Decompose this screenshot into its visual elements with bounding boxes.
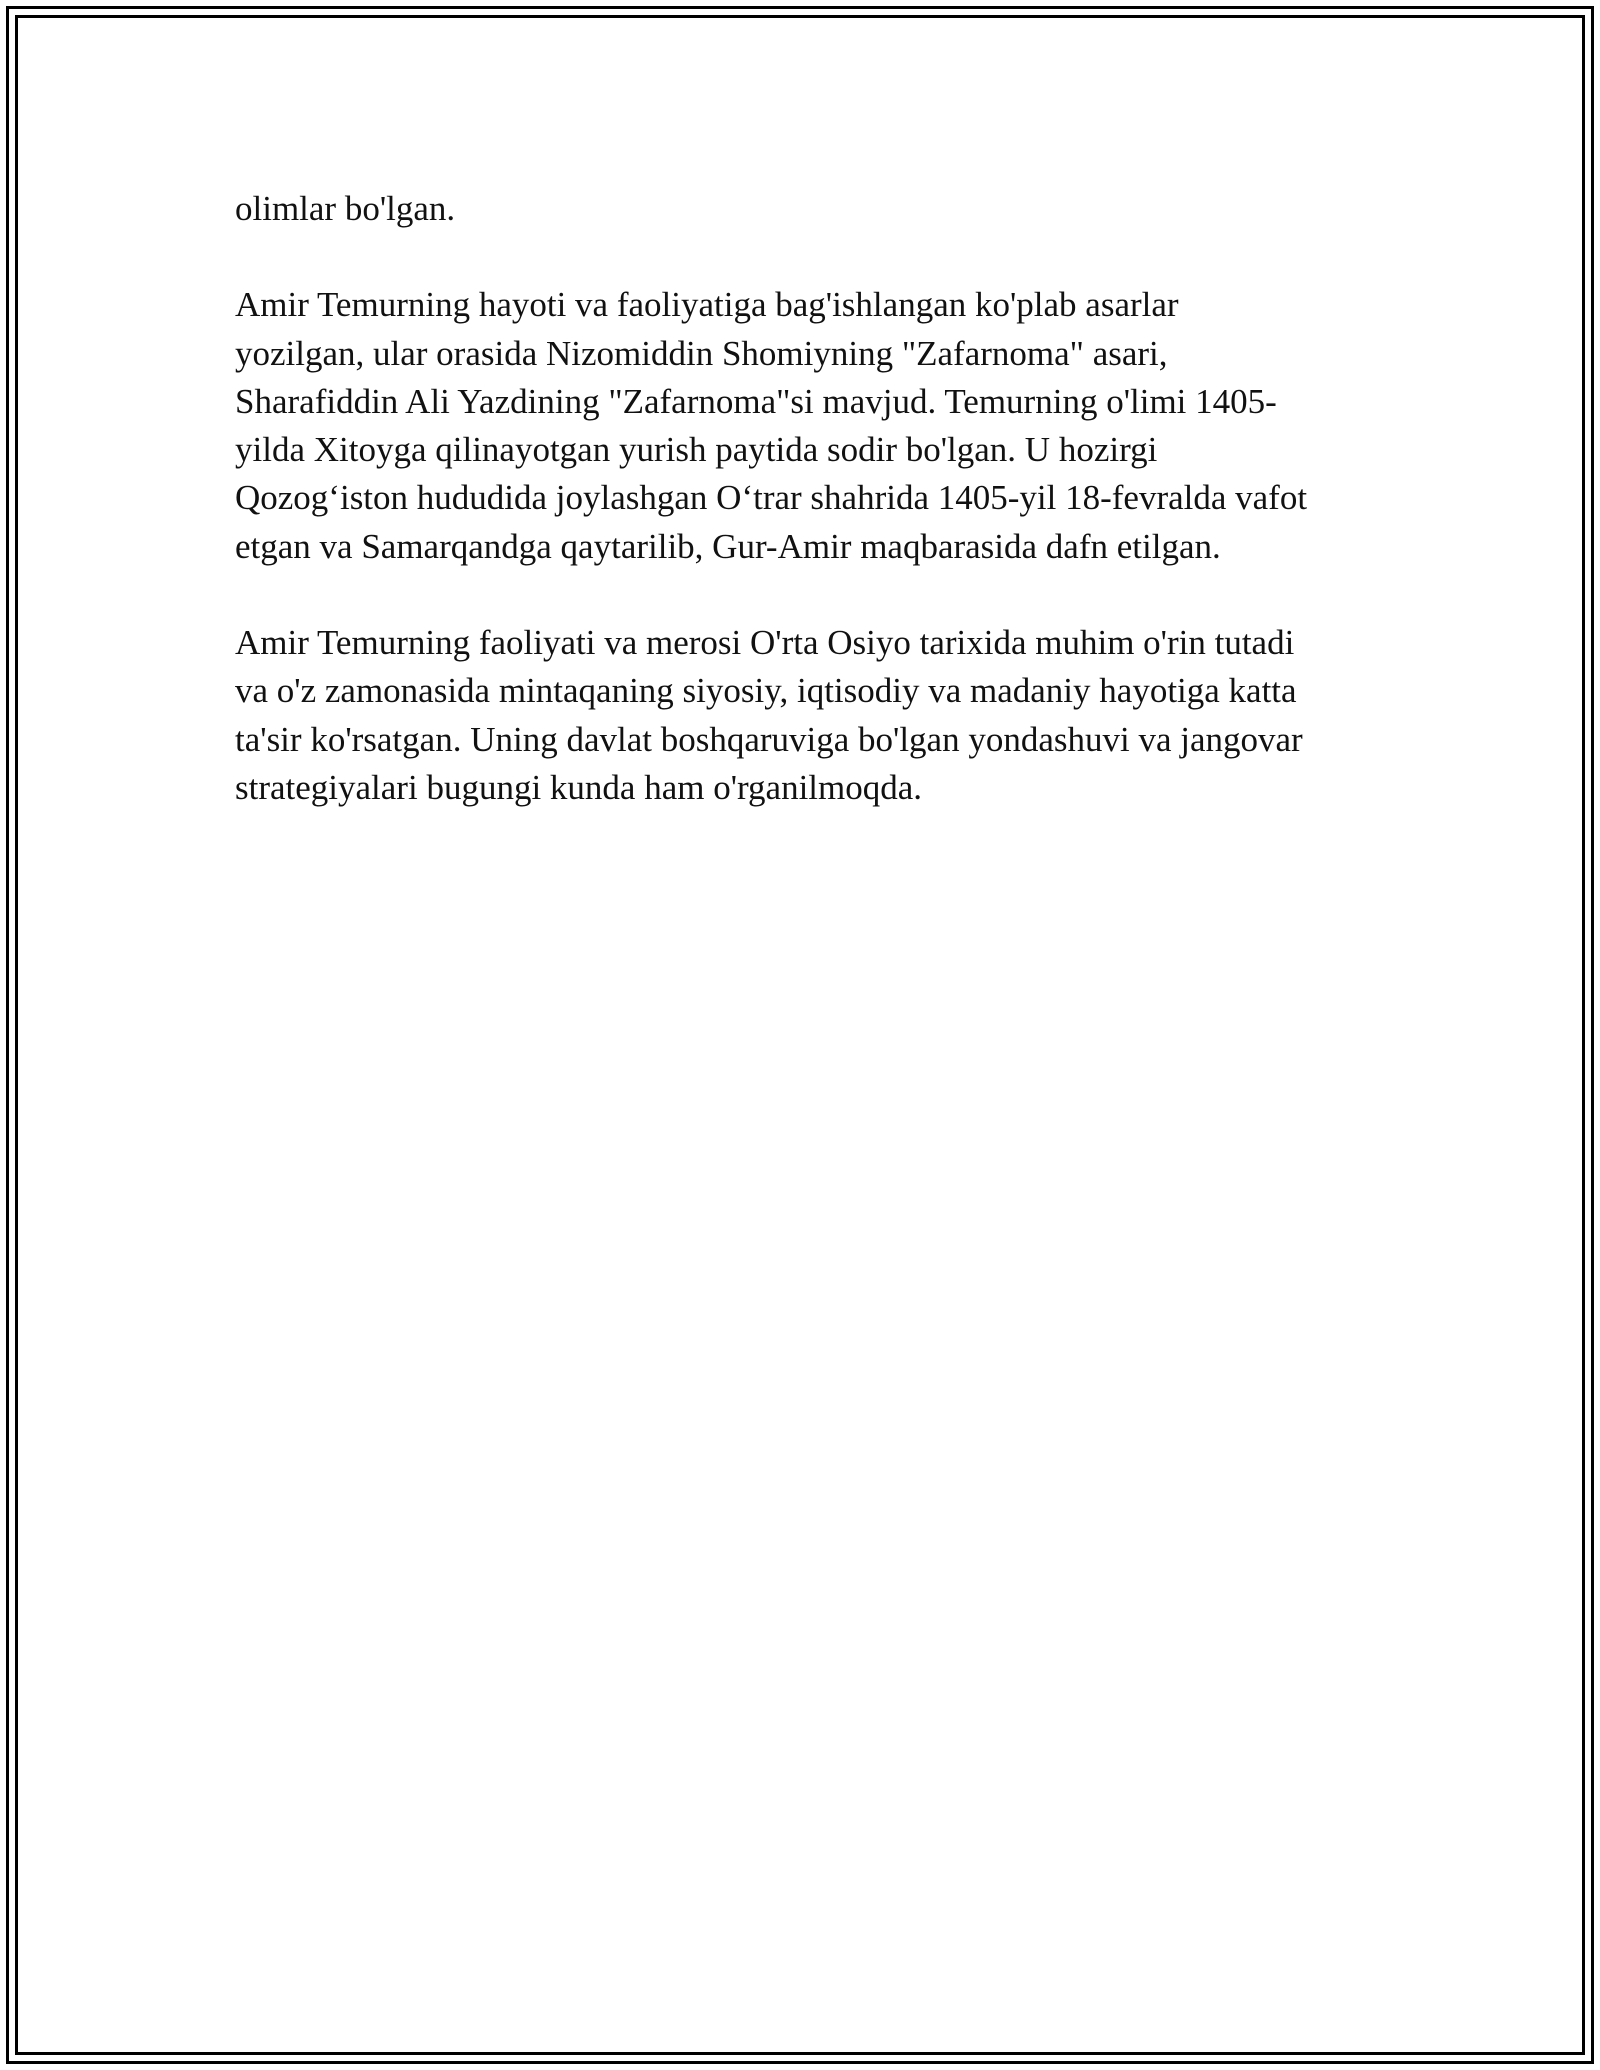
paragraph-works-and-death: Amir Temurning hayoti va faoliyatiga bag'ishlangan ko'plab asarlar yozilgan, ular orasida Nizomiddin Shomiyning "Zafarnoma" asari, Sharafiddin Ali Yazdining "Zafarnoma"si mavjud. Temurning o'limi 1405- yilda Xitoyga qilinayotgan yurish paytida sodir bo'lgan. U hozirgi Qozog‘iston hududida joylashgan O‘trar shahrida 1405-yil 18-fevralda vafot etgan va Samarqandga qaytarilib, Gur-Amir maqbarasida dafn etilgan. [235, 285, 1308, 566]
paragraph-continuation: olimlar bo'lgan. [235, 189, 456, 228]
paragraph-legacy: Amir Temurning faoliyati va merosi O'rta Osiyo tarixida muhim o'rin tutadi va o'z zamonasida mintaqaning siyosiy, iqtisodiy va madaniy hayotiga katta ta'sir ko'rsatgan. Uning davlat boshqaruviga bo'lgan yondashuvi va jangovar strategiyalari bugungi kunda ham o'rganilmoqda. [235, 623, 1303, 807]
document-body [235, 185, 1375, 812]
